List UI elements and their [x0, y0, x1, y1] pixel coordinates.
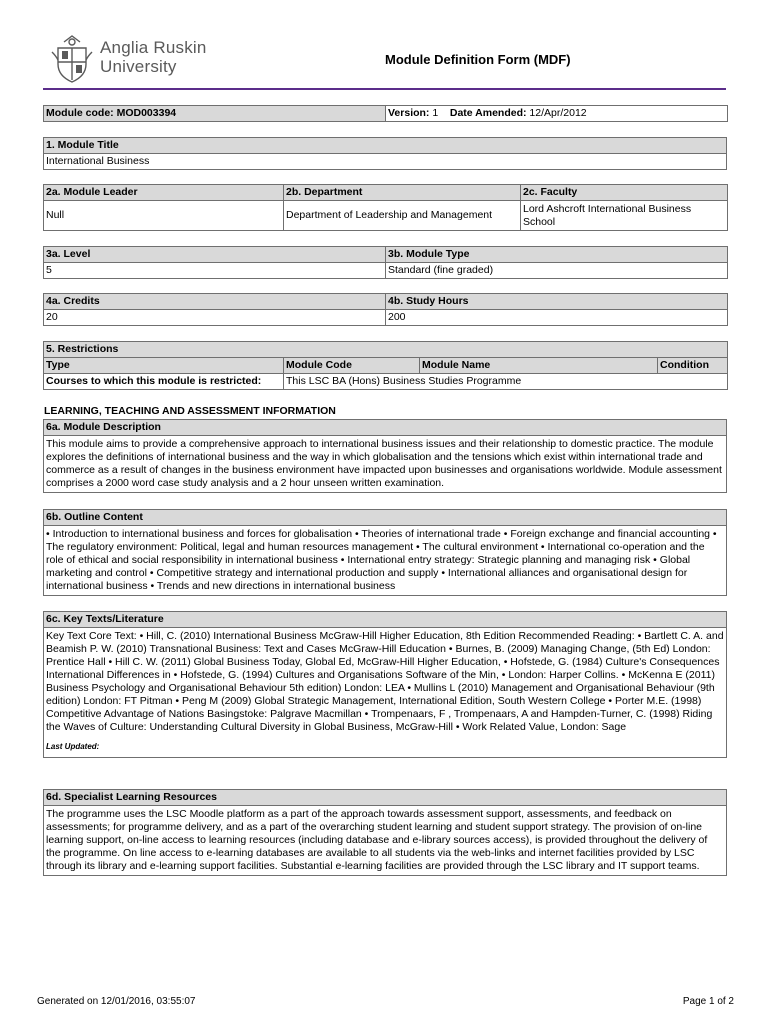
leader-table — [43, 184, 728, 231]
module-type-value: Standard (fine graded) — [386, 263, 728, 279]
module-leader-label: 2a. Module Leader — [44, 185, 284, 201]
page-number: Page 1 of 2 — [682, 996, 734, 1007]
department-value: Department of Leadership and Management — [284, 201, 521, 231]
resources-text: The programme uses the LSC Moodle platform as a part of the approach towards assessment support, assessments, and feedback on assessments; for programme delivery, and as a part of the overarching student learning and student support strategy. The provision of on-line learning support, on-line access to learning resources (including database and e-library sources access), is provided throughout the delivery of the programme. On line access to e-learning databases are available to all students via the web-links and internet facilities provided by LSC through its library and e-learning support facilities. Substantial e-learning facilities are provided through the LSC library and IT support teams. — [44, 806, 727, 876]
restrictions-label: 5. Restrictions — [44, 342, 728, 358]
faculty-label: 2c. Faculty — [521, 185, 728, 201]
department-label: 2b. Department — [284, 185, 521, 201]
study-hours-label: 4b. Study Hours — [386, 294, 728, 310]
lta-section-heading: LEARNING, TEACHING AND ASSESSMENT INFORMATION — [44, 405, 336, 417]
module-leader-value: Null — [44, 201, 284, 231]
version-value: 1 — [432, 107, 439, 119]
key-texts-table — [43, 611, 727, 758]
restrictions-col-type: Type — [44, 358, 284, 374]
version-cell — [386, 106, 728, 122]
date-amended-label: Date Amended: — [449, 107, 527, 119]
restrictions-col-name: Module Name — [420, 358, 658, 374]
description-text: This module aims to provide a comprehensive approach to international business issues and their relationship to domestic practice. The module explores the definitions of international business and the way in which globalisation and the tensions which exist within international trade and commerce as a result of changes in the business environment have impacted upon businesses and organisations worldwide. Module assessment comprises a 2000 word case study analysis and a 2 hour unseen written examination. — [44, 436, 727, 493]
logo-line-2: University — [100, 57, 177, 76]
description-label: 6a. Module Description — [44, 420, 727, 436]
study-hours-value: 200 — [386, 310, 728, 326]
credits-table — [43, 293, 728, 326]
key-texts-text: Key Text Core Text: • Hill, C. (2010) International Business McGraw-Hill Higher Education, 8th Edition Recommended Reading: • Bartlett C. A. and Beamish P. W. (2010) Transnational Business: Text and Cases McGraw-Hill Education • Burnes, B. (2009) Managing Change, (5th Ed) London: Prentice Hall • Hill C. W. (2011) Global Business Today, Global Ed, McGraw-Hill Higher Education, • Hofstede, G. (1984) Culture's Consequences International Differences in • Hofstede, G. (1994) Cultures and Organisations Software of the Min, • London: Harper Collins. • McKenna E (2011) Business Psychology and Organisational Behaviour 5th edition) London: LEA • Mullins L (2010) Management and Organisational Behaviour (9th edition) London: FT Pitman • Peng M (2009) Global Strategic Management, International Edition, South Western College • Porter M.E. (1998) Competitive Advantage of Nations Basingstoke: Palgrave Macmillan • Trompenaars, F , Trompenaars, A and Hampden-Turner, C. (1998) Riding the Waves of Culture: Understanding Cultural Diversity in Global Business, McGraw-Hill • Work Related Value, London: Sage — [46, 630, 724, 733]
module-code-cell: Module code: MOD003394 — [44, 106, 386, 122]
description-table — [43, 419, 727, 493]
university-logo — [50, 34, 220, 84]
last-updated-label: Last Updated: — [46, 742, 100, 751]
credits-value: 20 — [44, 310, 386, 326]
logo-line-1: Anglia Ruskin — [100, 38, 207, 57]
restrictions-col-code: Module Code — [284, 358, 420, 374]
logo-wordmark — [100, 38, 207, 76]
module-title-label: 1. Module Title — [44, 138, 727, 154]
module-type-label: 3b. Module Type — [386, 247, 728, 263]
level-table — [43, 246, 728, 279]
version-label: Version: — [388, 107, 430, 119]
credits-label: 4a. Credits — [44, 294, 386, 310]
form-title: Module Definition Form (MDF) — [385, 52, 571, 67]
key-texts-cell — [44, 628, 727, 758]
date-amended-value: 12/Apr/2012 — [529, 107, 587, 119]
crest-icon — [50, 34, 94, 84]
module-title-value: International Business — [44, 154, 727, 170]
level-value: 5 — [44, 263, 386, 279]
restrictions-row-value: This LSC BA (Hons) Business Studies Programme — [284, 374, 728, 390]
resources-label: 6d. Specialist Learning Resources — [44, 790, 727, 806]
restrictions-table — [43, 341, 728, 390]
outline-table — [43, 509, 727, 596]
level-label: 3a. Level — [44, 247, 386, 263]
key-texts-label: 6c. Key Texts/Literature — [44, 612, 727, 628]
restrictions-col-condition: Condition — [658, 358, 728, 374]
restrictions-row-type: Courses to which this module is restricted: — [44, 374, 284, 390]
title-divider — [43, 88, 726, 90]
outline-text: • Introduction to international business and forces for globalisation • Theories of international trade • Foreign exchange and financial accounting • The regulatory environment: Political, legal and human resources management • The cultural environment • International co-operation and the role of ethical and social responsibility in international business • International entry strategy: Strategic planning and managing risk • Global marketing and control • Competitive strategy and international production and supply • International alliances and organisational design for international business • Trends and new directions in international business — [44, 526, 727, 596]
generated-timestamp: Generated on 12/01/2016, 03:55:07 — [37, 996, 196, 1007]
module-title-table — [43, 137, 727, 170]
faculty-value: Lord Ashcroft International Business School — [521, 201, 728, 231]
resources-table — [43, 789, 727, 876]
outline-label: 6b. Outline Content — [44, 510, 727, 526]
module-code-table — [43, 105, 728, 122]
